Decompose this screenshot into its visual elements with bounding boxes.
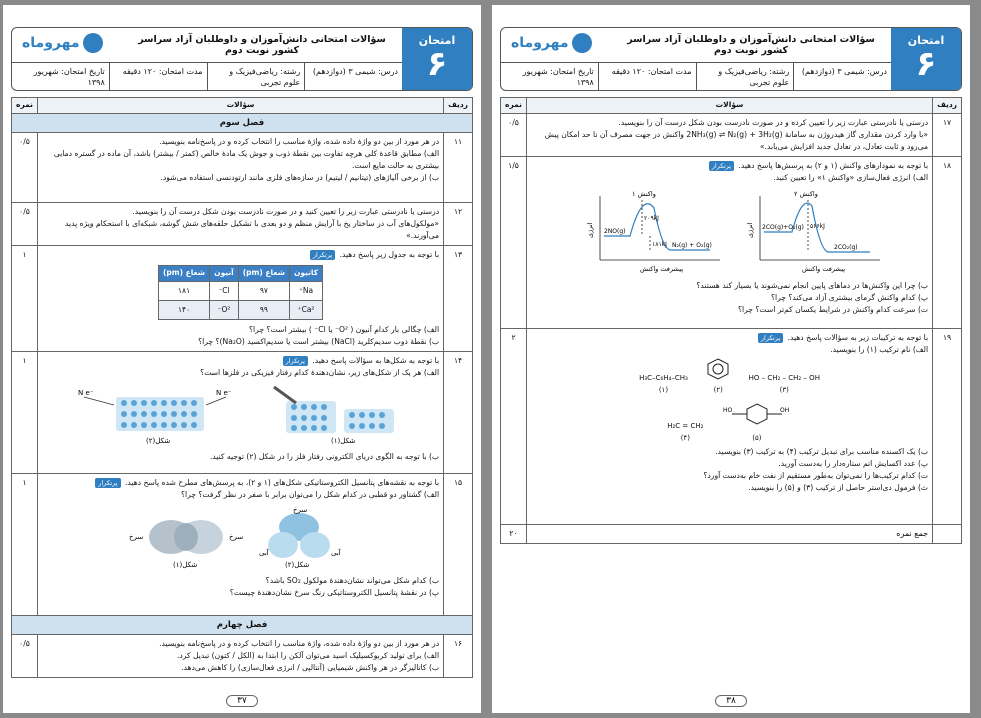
brand-name: مهروماه	[511, 35, 569, 51]
svg-text:HO: HO	[722, 407, 733, 414]
ion-cell: Na⁺	[289, 282, 322, 301]
question-score: ۱	[12, 474, 38, 616]
electron-label: N e⁻	[77, 389, 94, 397]
exam-page-37	[3, 5, 481, 713]
ion-table-header: شعاع (pm)	[158, 266, 209, 282]
duration-info: مدت امتحان: ۱۲۰ دقیقه	[109, 63, 207, 90]
question-text: با توجه به ترکیبات زیر به سؤالات پاسخ دهید.	[787, 333, 929, 342]
question-row	[12, 246, 473, 352]
ion-cell: ۹۹	[238, 301, 289, 320]
exam-number: ۶	[426, 44, 448, 84]
compound-1: H₃C–C₆H₄–CH₃ (۱)	[639, 374, 688, 394]
question-part: ث) فرمول دی‌استر حاصل از ترکیب (۳) و (۵) را بنویسید.	[748, 483, 929, 492]
question-number: ۱۸	[933, 157, 962, 329]
question-row	[12, 203, 473, 246]
exam-page-38	[492, 5, 970, 713]
ion-radius-table	[158, 265, 323, 320]
exam-number: ۶	[915, 44, 937, 84]
question-text: در هر مورد از بین دو واژهٔ داده شده، واژهٔ مناسب را انتخاب کرده و در پاسخ‌نامه بنویسید.	[159, 639, 440, 648]
ion-cell: O²⁻	[210, 301, 239, 320]
question-text: در هر مورد از بین دو واژهٔ داده شده، واژهٔ مناسب را انتخاب کرده و در پاسخ‌نامه بنویسید.	[159, 137, 440, 146]
question-score: ۱	[12, 352, 38, 474]
frequent-tag: پرتکرار	[310, 250, 335, 260]
question-row	[12, 133, 473, 203]
question-part: پ) عدد اکسایش اتم ستاره‌دار را به‌دست آورید.	[778, 459, 929, 468]
x-axis-label: پیشرفت واکنش	[801, 265, 845, 273]
diagram-label: 2CO(g)+O₂(g)	[761, 224, 804, 231]
ion-table-header: آنیون	[210, 266, 239, 282]
compound-5: HO OH (۵)	[722, 400, 792, 444]
frequent-tag: پرتکرار	[95, 478, 120, 488]
ion-table-header: کاتیون	[289, 266, 322, 282]
x-axis-label: پیشرفت واکنش	[639, 265, 683, 273]
total-value: ۲۰	[501, 525, 527, 544]
compound-4: H₂C = CH₂ (۴)	[667, 422, 704, 442]
epm-label: سرخ	[292, 506, 307, 514]
question-number: ۱۳	[444, 246, 473, 352]
exam-label: امتحان	[907, 34, 945, 47]
ion-table-header: شعاع (pm)	[238, 266, 289, 282]
reaction-energy-diagrams	[570, 188, 890, 276]
y-axis-label: انرژی	[745, 222, 754, 238]
question-score: ۱/۵	[501, 157, 527, 329]
question-row	[12, 474, 473, 616]
question-part: الف) گشتاور دو قطبی در کدام شکل را می‌توان برابر با صفر در نظر گرفت؟ چرا؟	[180, 490, 440, 499]
svg-text:OH: OH	[779, 407, 790, 414]
question-score: ۱	[12, 246, 38, 352]
col-questions: سؤالات	[38, 98, 444, 114]
brand-name: مهروماه	[22, 35, 80, 51]
field-info: رشته: ریاضی‌فیزیک و علوم تجربی	[696, 63, 794, 90]
electron-label: N e⁻	[215, 389, 232, 397]
date-info: تاریخ امتحان: شهریور ۱۳۹۸	[33, 67, 105, 87]
frequent-tag: پرتکرار	[709, 161, 734, 171]
question-quote: «با وارد کردن مقداری گاز هیدروژن به سامانهٔ 2NH₃(g) ⇌ N₂(g) + 3H₂(g) واکنش در جهت مصرف آن تا حد امکان پیش می‌رود و ثابت تعادل، در تعادل جدید افزایش می‌یابد.»	[544, 130, 929, 151]
question-part: ب) کاتالیزگر در هر واکنش شیمیایی (آنتالپی / انرژی فعال‌سازی) را کاهش می‌دهد.	[181, 663, 440, 672]
question-number: ۱۹	[933, 329, 962, 525]
figure-caption: شکل(۱)	[172, 561, 197, 569]
question-number: ۱۵	[444, 474, 473, 616]
page-number: ۳۷	[3, 695, 481, 707]
diagram-title: واکنش ۲	[793, 190, 818, 198]
total-label: جمع نمره	[527, 525, 933, 544]
exam-badge	[891, 28, 961, 90]
exam-label: امتحان	[418, 34, 456, 47]
diagram-label: ۵۶۶kJ	[809, 223, 825, 230]
question-score: ۰/۵	[12, 133, 38, 203]
question-text: با توجه به شکل‌ها به سؤالات پاسخ دهید.	[312, 356, 440, 365]
page-number: ۳۸	[492, 695, 970, 707]
question-part: الف) انرژی فعال‌سازی «واکنش ۱» را تعیین کنید.	[773, 173, 929, 182]
figure-caption: شکل(۲)	[145, 437, 170, 445]
col-row: ردیف	[933, 98, 962, 114]
question-row	[12, 352, 473, 474]
question-text: درستی یا نادرستی عبارت زیر را تعیین کرده و در صورت نادرست بودن شکل درست آن را بنویسید.	[618, 118, 929, 127]
exam-badge	[402, 28, 472, 90]
epm-label: سرخ	[228, 533, 243, 541]
question-number: ۱۶	[444, 635, 473, 678]
figure-1-stretch	[84, 397, 226, 431]
epm-figure	[121, 505, 361, 571]
frequent-tag: پرتکرار	[758, 333, 783, 343]
diagram-label: ۲۰۹kJ	[643, 215, 659, 222]
epm-label: آبی	[258, 549, 269, 557]
question-part: الف) نام ترکیب (۱) را بنویسید.	[830, 345, 929, 354]
question-row	[12, 635, 473, 678]
question-part: الف) مطابق قاعدهٔ کلی هرچه تفاوت بین نقطهٔ ذوب و جوش یک مادهٔ خالص (کمتر / بیشتر) باشد، آن ماده در گستره دمایی بیشتری به حالت مایع است.	[53, 149, 440, 170]
question-score: ۰/۵	[12, 203, 38, 246]
col-row: ردیف	[444, 98, 473, 114]
brand-logo	[511, 33, 592, 53]
question-text: با توجه به نقشه‌های پتانسیل الکتروستاتیکی شکل‌های (۱ و ۲)، به پرسش‌های مطرح شده پاسخ دهید.	[124, 478, 440, 487]
figure-caption: شکل(۱)	[330, 437, 355, 445]
exam-header	[11, 27, 473, 91]
question-row	[501, 329, 962, 525]
questions-table	[11, 97, 473, 678]
y-axis-label: انرژی	[585, 222, 594, 238]
butterfly-logo-icon	[83, 33, 103, 53]
question-score: ۲	[501, 329, 527, 525]
header-title: سؤالات امتحانی دانش‌آموزان و داوطلبان آزاد سراسر کشور نوبت دوم	[138, 34, 386, 56]
question-number: ۱۷	[933, 114, 962, 157]
benzene-ring-icon	[706, 358, 730, 380]
metal-behavior-figure	[76, 383, 406, 447]
frequent-tag: پرتکرار	[283, 356, 308, 366]
epm-label: سرخ	[128, 533, 143, 541]
compound-2: (۲)	[706, 358, 730, 396]
field-info: رشته: ریاضی‌فیزیک و علوم تجربی	[207, 63, 305, 90]
question-part: ب) از برخی آلیاژهای (تیتانیم / لیتیم) در سازه‌های فلزی مانند ارتودنسی استفاده می‌شود.	[160, 173, 440, 182]
question-text: درستی یا نادرستی عبارت زیر را تعیین کنید و در صورت نادرست بودن شکل درست آن را بنویسید.	[132, 207, 440, 216]
question-part: ب) چرا این واکنش‌ها در دماهای پایین انجام نمی‌شوند یا بسیار کند هستند؟	[696, 281, 929, 290]
question-part: پ) کدام واکنش گرمای بیشتری آزاد می‌کند؟ چرا؟	[770, 293, 929, 302]
date-info: تاریخ امتحان: شهریور ۱۳۹۸	[522, 67, 594, 87]
exam-header	[500, 27, 962, 91]
course-info: درس: شیمی ۳ (دوازدهم)	[793, 63, 891, 90]
col-questions: سؤالات	[527, 98, 933, 114]
question-part: ب) یک اکسنده مناسب برای تبدیل ترکیب (۴) به ترکیب (۳) بنویسید.	[715, 447, 929, 456]
duration-info: مدت امتحان: ۱۲۰ دقیقه	[598, 63, 696, 90]
section-title: فصل چهارم	[12, 616, 473, 635]
question-part: پ) در نقشهٔ پتانسیل الکتروستاتیکی رنگ سرخ نشان‌دهندهٔ چیست؟	[229, 588, 440, 597]
compound-3: HO – CH₂ – CH₂ – OH (۳)	[748, 374, 820, 394]
question-part: ت) سرعت کدام واکنش در شرایط یکسان کم‌تر است؟ چرا؟	[737, 305, 929, 314]
question-row	[501, 114, 962, 157]
question-part: ب) نقطهٔ ذوب سدیم‌کلرید (NaCl) بیشتر است یا سدیم‌اکسید (Na₂O)؟ چرا؟	[198, 337, 440, 346]
question-number: ۱۲	[444, 203, 473, 246]
course-info: درس: شیمی ۳ (دوازدهم)	[304, 63, 402, 90]
question-part: ب) با توجه به الگوی دریای الکترونی رفتار فلز را در شکل (۲) توجیه کنید.	[209, 452, 440, 461]
diagram-title: واکنش ۱	[631, 190, 656, 198]
question-number: ۱۱	[444, 133, 473, 203]
question-number: ۱۴	[444, 352, 473, 474]
questions-table	[500, 97, 962, 544]
col-score: نمره	[12, 98, 38, 114]
header-title: سؤالات امتحانی دانش‌آموزان و داوطلبان آزاد سراسر کشور نوبت دوم	[627, 34, 875, 56]
question-part: الف) هر یک از شکل‌های زیر، نشان‌دهندهٔ کدام رفتار فیزیکی در فلزها است؟	[200, 368, 440, 377]
epm-molecule-1	[149, 520, 223, 554]
question-text: با توجه به نمودارهای واکنش (۱ و ۲) به پرسش‌ها پاسخ دهید.	[738, 161, 929, 170]
question-text: با توجه به جدول زیر پاسخ دهید.	[339, 250, 440, 259]
ion-cell: ۱۸۱	[158, 282, 209, 301]
figure-caption: شکل(۲)	[284, 561, 309, 569]
ion-cell: Cl⁻	[210, 282, 239, 301]
diagram-label: 2NO(g)	[603, 228, 626, 235]
terephthalic-acid-icon	[722, 400, 792, 428]
diagram-label: 2CO₂(g)	[833, 244, 858, 251]
question-part: الف) برای تولید کربوکسیلیک اسید می‌توان آلکن را ابتدا به (الکل / کتون) تبدیل کرد.	[176, 651, 440, 660]
section-title: فصل سوم	[12, 114, 473, 133]
brand-logo	[22, 33, 103, 53]
ion-cell: ۱۴۰	[158, 301, 209, 320]
diagram-label: N₂(g) + O₂(g)	[671, 242, 712, 249]
figure-2-hammer	[274, 387, 394, 433]
col-score: نمره	[501, 98, 527, 114]
question-score: ۰/۵	[12, 635, 38, 678]
question-part: ت) کدام ترکیب‌ها را نمی‌توان به‌طور مستقیم از نفت خام به‌دست آورد؟	[703, 471, 929, 480]
ion-cell: ۹۷	[238, 282, 289, 301]
total-row	[501, 525, 962, 544]
ion-cell: Ca²⁺	[289, 301, 322, 320]
question-row	[501, 157, 962, 329]
epm-label: آبی	[330, 549, 341, 557]
epm-molecule-2	[268, 513, 330, 558]
butterfly-logo-icon	[572, 33, 592, 53]
question-quote: «مولکول‌های آب در ساختار یخ با آرایش منظم و دو بعدی با تشکیل حلقه‌های شش گوشه، شبکه‌ای با استحکام ویژه پدید می‌آورند.»	[64, 219, 440, 240]
diagram-label: ۱۸۱kJ	[651, 241, 667, 248]
question-score: ۰/۵	[501, 114, 527, 157]
question-part: الف) چگالی بار کدام آنیون ( O²⁻ یا Cl⁻ ) بیشتر است؟ چرا؟	[249, 325, 440, 334]
question-part: ب) کدام شکل می‌تواند نشان‌دهندهٔ مولکول SO₂ باشد؟	[265, 576, 440, 585]
